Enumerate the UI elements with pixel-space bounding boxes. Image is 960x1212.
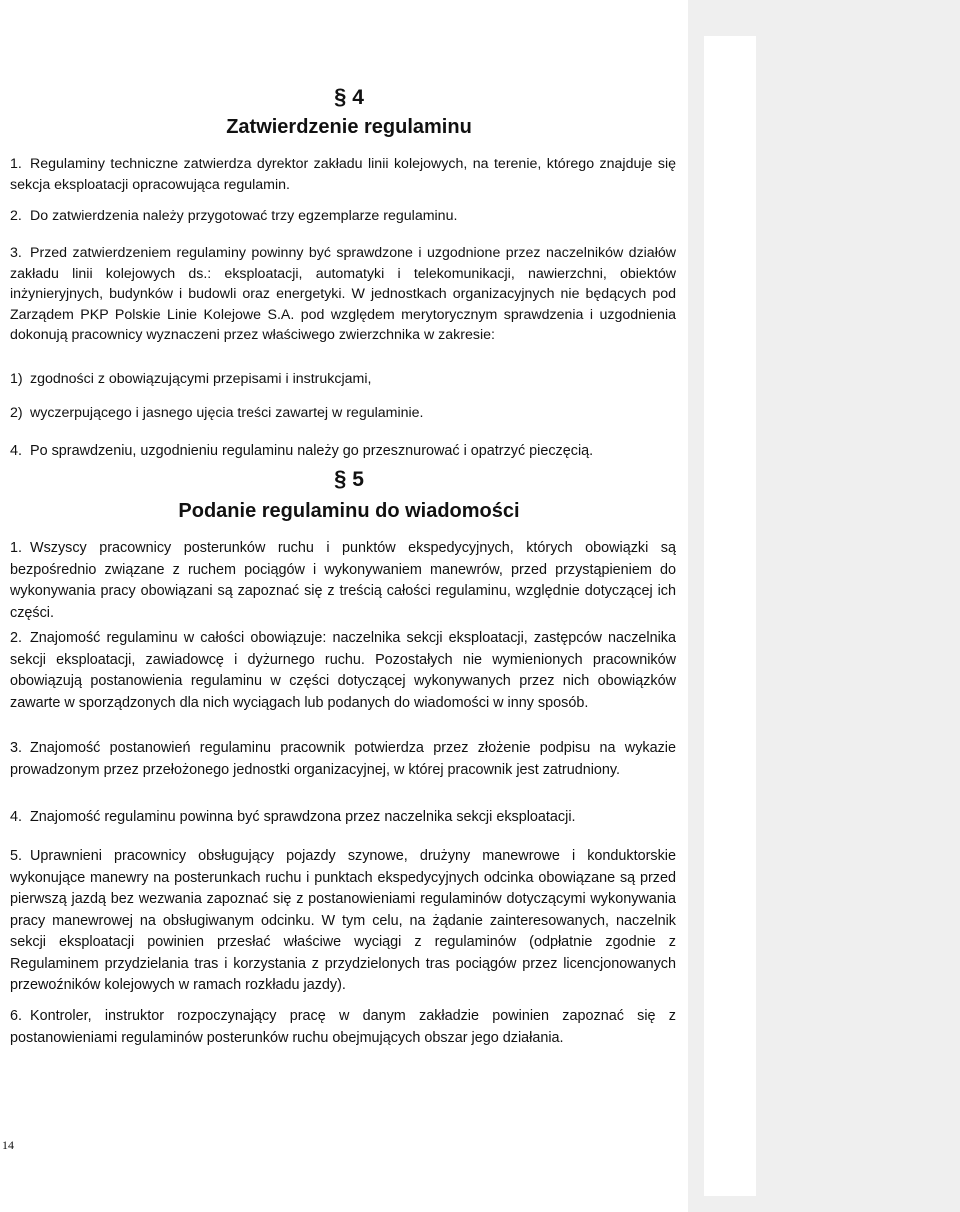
paragraph-5-2 — [10, 628, 676, 714]
item-text: Uprawnieni pracownicy obsługujący pojazdy szynowe, drużyny manewrowe i konduktorskie wykonujące manewry na posterunkach ruchu i punktach ekspedycyjnych odcinka obowiązane są przed pierwszą jazdą bez wezwania zapoznać się z postanowieniami regulaminów dotyczącymi wykonywania pracy manewrowej na obsługiwanym odcinku. W tym celu, na żądanie zainteresowanych, naczelnik sekcji eksploatacji powinien przesłać właściwe wyciągi z regulaminów (odpłatnie zgodnie z Regulaminem przydzielania tras i korzystania z przydzielonych tras pociągów przez licencjonowanych przewoźników kolejowych w ramach rozkładu jazdy). — [10, 848, 676, 993]
section-number: 5 — [352, 468, 364, 491]
item-number: 4. — [10, 809, 23, 825]
item-number: 2. — [10, 208, 22, 224]
section-mark: § — [334, 84, 347, 109]
item-text: Znajomość regulaminu w całości obowiązuje: naczelnika sekcji eksploatacji, zastępców naczelnika sekcji eksploatacji, zawiadowcę i dyżurnego ruchu. Pozostałych nie wymienionych pracowników obowiązują postanowienia regulaminu w części dotyczącej wykonywanych przez nich obowiązków zawarte w sporządzonych dla nich wyciągach lub podanych do wiadomości w inny sposób. — [10, 630, 676, 711]
item-text: wyczerpującego i jasnego ujęcia treści zawartej w regulaminie. — [30, 405, 424, 421]
section-number: 4 — [352, 86, 364, 109]
paragraph-4-4 — [10, 441, 676, 463]
item-number: 2) — [10, 405, 23, 421]
item-text: Kontroler, instruktor rozpoczynający pracę w danym zakładzie powinien zapoznać się z postanowieniami regulaminów posterunków ruchu obejmujących obszar jego działania. — [10, 1008, 676, 1046]
item-text: Regulaminy techniczne zatwierdza dyrektor zakładu linii kolejowych, na terenie, którego znajduje się sekcja eksploatacji opracowująca regulamin. — [10, 156, 676, 193]
section-mark: § — [334, 466, 347, 491]
paragraph-5-5 — [10, 846, 676, 997]
item-number: 1. — [10, 540, 23, 556]
paragraph-4-3 — [10, 243, 676, 346]
item-number: 1. — [10, 156, 22, 172]
item-text: Wszyscy pracownicy posterunków ruchu i punktów ekspedycyjnych, których obowiązki są bezpośrednio związane z ruchem pociągów i wykonywaniem manewrów, przed przystąpieniem do wykonywania pracy obowiązani są zapoznać się z treścią całości regulaminu, względnie dotyczącej ich części. — [10, 540, 676, 621]
margin-strip — [704, 36, 756, 1196]
item-text: Po sprawdzeniu, uzgodnieniu regulaminu należy go przesznurować i opatrzyć pieczęcią. — [30, 443, 594, 459]
item-number: 6. — [10, 1008, 23, 1024]
paragraph-4-1 — [10, 154, 676, 195]
paragraph-5-1 — [10, 538, 676, 624]
item-number: 1) — [10, 371, 23, 387]
paragraph-4-3-2 — [10, 403, 676, 424]
page-margin-panel — [688, 0, 960, 1212]
paragraph-5-3 — [10, 738, 676, 781]
paragraph-4-2 — [10, 206, 676, 227]
item-text: Przed zatwierdzeniem regulaminy powinny być sprawdzone i uzgodnione przez naczelników działów zakładu linii kolejowych ds.: eksploatacji, automatyki i telekomunikacji, nawierzchni, obiektów inżynieryjnych, budynków i budowli oraz energetyki. W jednostkach organizacyjnych nie będących pod Zarządem PKP Polskie Linie Kolejowe S.A. pod względem merytorycznym sprawdzenia i uzgodnienia dokonują pracownicy wyznaczeni przez właściwego zwierzchnika w zakresie: — [10, 245, 676, 343]
paragraph-5-4 — [10, 807, 676, 829]
item-number: 2. — [10, 630, 23, 646]
item-text: zgodności z obowiązującymi przepisami i instrukcjami, — [30, 371, 372, 387]
section-4-title: Zatwierdzenie regulaminu — [226, 116, 472, 138]
item-text: Znajomość postanowień regulaminu pracownik potwierdza przez złożenie podpisu na wykazie prowadzonym przez przełożonego jednostki organizacyjnej, w której pracownik jest zatrudniony. — [10, 740, 676, 778]
page-number: 14 — [2, 1138, 14, 1152]
item-number: 3. — [10, 740, 23, 756]
section-5-heading — [10, 466, 688, 492]
item-text: Do zatwierdzenia należy przygotować trzy egzemplarze regulaminu. — [30, 208, 458, 224]
section-5-title: Podanie regulaminu do wiadomości — [178, 500, 520, 522]
paragraph-5-6 — [10, 1006, 676, 1049]
paragraph-4-3-1 — [10, 369, 676, 390]
item-number: 5. — [10, 848, 23, 864]
item-number: 3. — [10, 245, 22, 261]
item-number: 4. — [10, 443, 23, 459]
item-text: Znajomość regulaminu powinna być sprawdzona przez naczelnika sekcji eksploatacji. — [30, 809, 576, 825]
section-4-heading — [10, 84, 688, 110]
